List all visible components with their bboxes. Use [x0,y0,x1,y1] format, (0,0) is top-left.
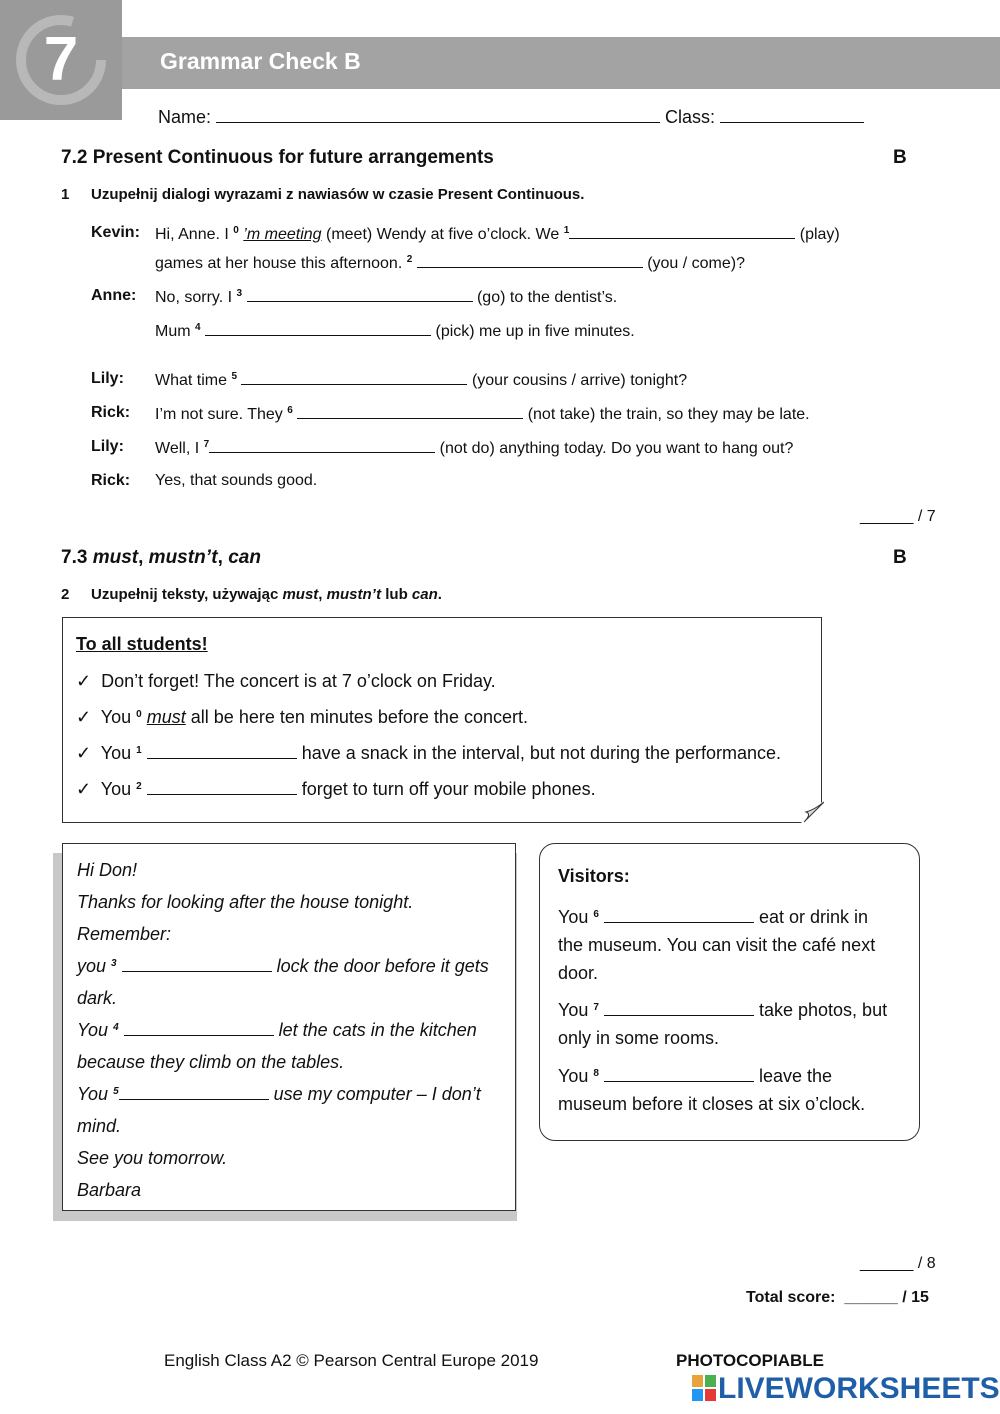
note-line: because they climb on the tables. [77,1052,345,1072]
dialogue-line: Hi, Anne. I $^0$ ’m meeting (meet) Wendy at five o’clock. We $^1$ (play) [155,225,840,243]
answer-blank-3[interactable] [247,287,473,302]
check-icon: ✓ [76,671,92,691]
name-label: Name: [158,107,212,127]
check-icon: ✓ [76,743,92,763]
dialogue-line: No, sorry. I $^3$ (go) to the dentist’s. [155,288,618,306]
note-line: mind. [77,1116,122,1136]
task1-instruction: Uzupełnij dialogi wyrazami z nawiasów w czasie Present Continuous. [91,186,585,203]
note-line: See you tomorrow. [77,1148,228,1168]
dialogue-line: games at her house this afternoon. $^2$ (you / come)? [155,254,745,272]
name-field[interactable] [216,104,660,123]
visitors-line: You $^7$ take photos, but [558,1000,888,1020]
liveworksheets-logo-icon [692,1375,716,1401]
speaker-lily: Lily: [91,438,124,455]
notice-item: ✓ You $^2$ forget to turn off your mobile phones. [76,779,596,799]
section1-title: 7.2 Present Continuous for future arrangements [61,147,494,168]
liveworksheets-brand: LIVEWORKSHEETS [718,1372,1000,1405]
speaker-kevin: Kevin: [91,224,140,241]
unit-number: 7 [43,25,79,94]
total-score: Total score: ______ / 15 [746,1289,929,1306]
answer-blank-1[interactable] [569,224,795,239]
task1-number: 1 [61,186,70,203]
visitors-line: You $^6$ eat or drink in [558,907,869,927]
answer-blank-5[interactable] [119,1085,269,1100]
section1-version: B [893,147,907,168]
visitors-heading: Visitors: [558,866,630,886]
note-signature: Barbara [77,1180,142,1200]
speaker-anne: Anne: [91,287,137,304]
speaker-rick: Rick: [91,404,131,421]
example-answer: must [146,707,186,727]
answer-blank-7[interactable] [209,438,435,453]
notice-item: ✓ Don’t forget! The concert is at 7 o’clock on Friday. [76,671,496,691]
visitors-line: door. [558,963,599,983]
answer-blank-4[interactable] [124,1021,274,1036]
notice-item: ✓ You $^0$ must all be here ten minutes before the concert. [76,707,528,727]
visitors-line: the museum. You can visit the café next [558,935,876,955]
example-answer: ’m meeting [243,226,322,243]
notice-heading: To all students! [76,634,208,654]
answer-blank-2[interactable] [417,253,643,268]
dialogue-line: Mum $^4$ (pick) me up in five minutes. [155,322,635,340]
note-line: Remember: [77,924,172,944]
answer-blank-8[interactable] [604,1067,754,1082]
answer-blank-6[interactable] [297,404,523,419]
visitors-line: You $^8$ leave the [558,1066,833,1086]
section2-version: B [893,547,907,568]
notice-item: ✓ You $^1$ have a snack in the interval, but not during the performance. [76,743,782,763]
class-field[interactable] [720,104,864,123]
check-icon: ✓ [76,707,92,727]
note-line: dark. [77,988,118,1008]
dialogue-line: I’m not sure. They $^6$ (not take) the train, so they may be late. [155,405,810,423]
speaker-lily: Lily: [91,370,124,387]
footer-copyright: English Class A2 © Pearson Central Europe 2019 [164,1351,539,1370]
answer-blank-2[interactable] [147,780,297,795]
visitors-line: only in some rooms. [558,1028,720,1048]
footer-photocopiable: PHOTOCOPIABLE [676,1351,824,1370]
check-icon: ✓ [76,779,92,799]
dialogue-line: Well, I $^7$ (not do) anything today. Do you want to hang out? [155,439,794,457]
task2-number: 2 [61,586,70,603]
note-line: Thanks for looking after the house tonight. [77,892,414,912]
answer-blank-7[interactable] [604,1001,754,1016]
name-row [158,104,864,128]
note-line: You $^5$ use my computer – I don’t [77,1084,481,1104]
dialogue-line: What time $^5$ (your cousins / arrive) tonight? [155,371,688,389]
speaker-rick: Rick: [91,472,131,489]
page-curl-icon [800,800,824,824]
class-label: Class: [665,107,716,127]
page-title: Grammar Check B [160,48,361,74]
answer-blank-5[interactable] [241,370,467,385]
dialogue-line: Yes, that sounds good. [155,472,318,489]
answer-blank-4[interactable] [205,321,431,336]
answer-blank-1[interactable] [147,744,297,759]
section2-score: ______ / 8 [860,1255,936,1272]
task2-instruction: Uzupełnij teksty, używając must, mustn’t lub can. [91,586,442,603]
section1-score: ______ / 7 [860,508,936,525]
note-line: You $^4$ let the cats in the kitchen [77,1020,477,1040]
section2-title: 7.3 must, mustn’t, can [61,547,261,568]
note-greeting: Hi Don! [77,860,138,880]
answer-blank-3[interactable] [122,957,272,972]
note-line: you $^3$ lock the door before it gets [77,956,489,976]
visitors-line: museum before it closes at six o’clock. [558,1094,866,1114]
answer-blank-6[interactable] [604,908,754,923]
